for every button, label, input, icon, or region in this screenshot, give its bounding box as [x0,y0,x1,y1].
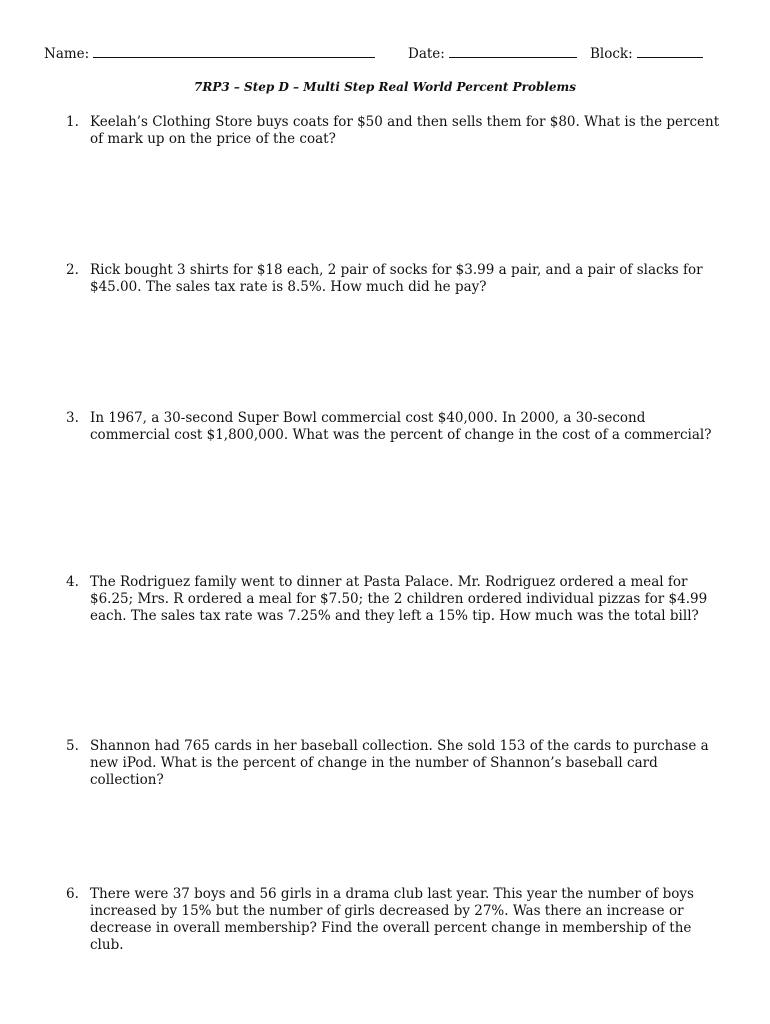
problem-item [66,114,726,148]
problem-number: 5. [66,738,79,754]
block-field[interactable] [590,45,703,62]
problem-number: 2. [66,262,79,278]
date-field[interactable] [408,45,577,62]
problem-text: Shannon had 765 cards in her baseball collection. She sold 153 of the cards to purchase a new iPod. What is the percent of change in the number of Shannon’s baseball card collection? [90,738,709,788]
problem-number: 3. [66,410,79,426]
problem-number: 6. [66,886,79,902]
date-label: Date: [408,46,445,62]
problem-text: Rick bought 3 shirts for $18 each, 2 pair of socks for $3.99 a pair, and a pair of slacks for $45.00. The sales tax rate is 8.5%. How much did he pay? [90,262,703,295]
block-blank[interactable] [637,45,703,58]
name-label: Name: [44,46,90,62]
problem-item [66,574,726,625]
problem-text: In 1967, a 30-second Super Bowl commercial cost $40,000. In 2000, a 30-second commercial cost $1,800,000. What was the percent of change in the cost of a commercial? [90,410,712,443]
problem-number: 1. [66,114,79,130]
problem-item [66,738,726,789]
problem-text: There were 37 boys and 56 girls in a drama club last year. This year the number of boys increased by 15% but the number of girls decreased by 27%. Was there an increase or decrease in overall membership? Find the overall percent change in membership of the club. [90,886,694,953]
name-blank[interactable] [93,45,375,58]
block-label: Block: [590,46,633,62]
problem-item [66,886,726,954]
problem-item [66,262,726,296]
worksheet-title: 7RP3 – Step D – Multi Step Real World Percent Problems [194,80,576,94]
problem-number: 4. [66,574,79,590]
problem-text: Keelah’s Clothing Store buys coats for $50 and then sells them for $80. What is the percent of mark up on the price of the coat? [90,114,720,147]
name-field[interactable] [44,45,375,62]
problem-text: The Rodriguez family went to dinner at Pasta Palace. Mr. Rodriguez ordered a meal for $6.25; Mrs. R ordered a meal for $7.50; the 2 children ordered individual pizzas for $4.99 each. The sales tax rate was 7.25% and they left a 15% tip. How much was the total bill? [90,574,708,624]
problem-item [66,410,726,444]
date-blank[interactable] [449,45,577,58]
